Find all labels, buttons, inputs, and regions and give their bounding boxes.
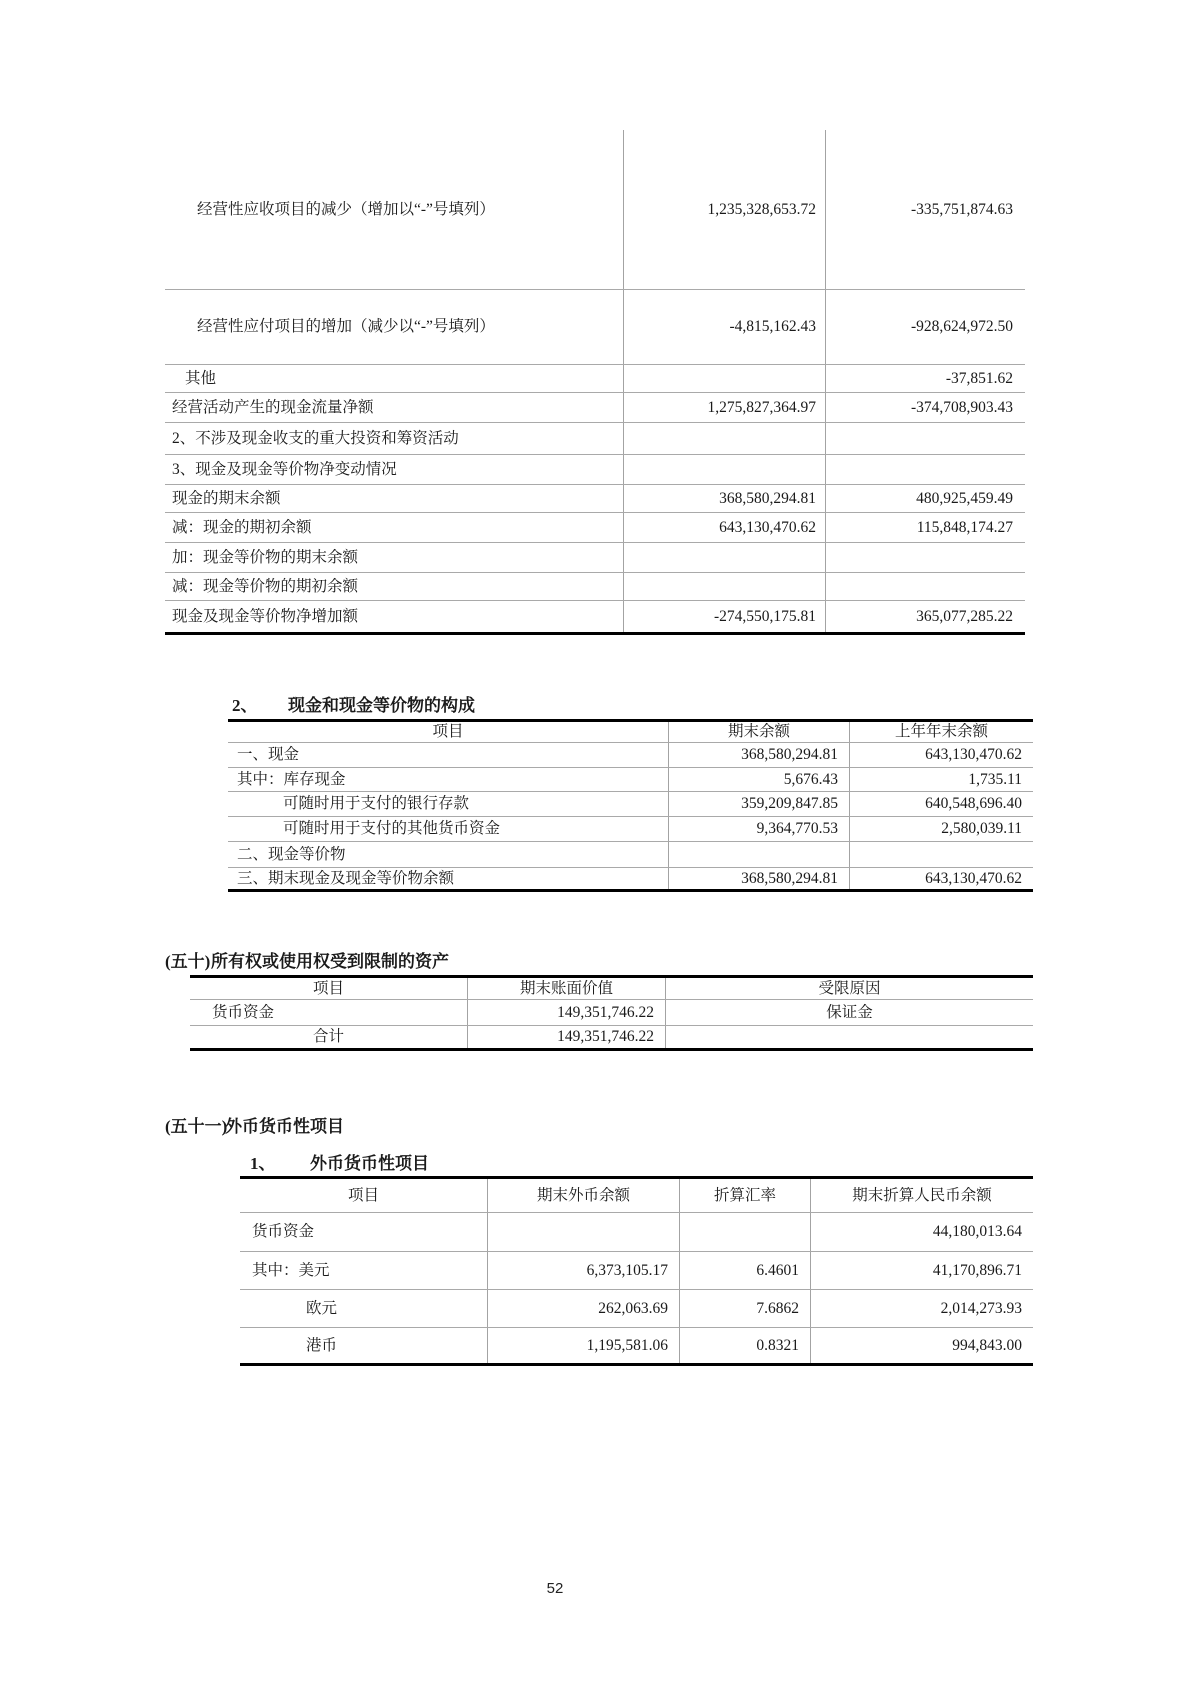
- prior-period-value: 365,077,285.22: [825, 601, 1025, 632]
- rmb-balance: 44,180,013.64: [810, 1213, 1033, 1251]
- prior-period-value: 480,925,459.49: [825, 485, 1025, 512]
- row-label: 经营性应收项目的减少（增加以“-”号填列）: [197, 200, 495, 218]
- rmb-balance: 2,014,273.93: [810, 1290, 1033, 1327]
- prior-value: 643,130,470.62: [849, 868, 1033, 889]
- table-row: [228, 768, 1033, 792]
- rmb-balance: 994,843.00: [810, 1328, 1033, 1363]
- row-label: 减：现金等价物的期初余额: [172, 577, 359, 595]
- prior-period-value: [825, 423, 1025, 454]
- table-header-row: [240, 1179, 1033, 1213]
- table-header-row: [228, 722, 1033, 743]
- table-row: [165, 601, 1025, 635]
- row-label: 经营活动产生的现金流量净额: [172, 398, 374, 416]
- page-number: 52: [546, 1580, 564, 1597]
- cash-flow-table: [165, 130, 1025, 635]
- row-label: 合计: [312, 1028, 344, 1046]
- row-label: 其他: [185, 369, 217, 387]
- row-label: 其中：美元: [252, 1261, 330, 1279]
- table-row: [165, 423, 1025, 455]
- current-value: 368,580,294.81: [668, 868, 849, 889]
- heading-number: (五十): [165, 952, 211, 971]
- table-row: [228, 792, 1033, 817]
- row-label: 现金的期末余额: [172, 489, 281, 507]
- book-value: 149,351,746.22: [467, 1000, 665, 1025]
- exchange-rate: 6.4601: [679, 1252, 810, 1289]
- row-label: 现金及现金等价物净增加额: [172, 607, 359, 625]
- column-header: 期末折算人民币余额: [810, 1179, 1033, 1212]
- heading-title: 所有权或使用权受到限制的资产: [211, 952, 449, 971]
- foreign-balance: [487, 1213, 679, 1251]
- current-period-value: -4,815,162.43: [623, 290, 825, 364]
- prior-value: 643,130,470.62: [849, 743, 1033, 767]
- row-label: 其中：库存现金: [237, 770, 346, 788]
- current-period-value: 1,235,328,653.72: [623, 130, 825, 289]
- table-row: [228, 817, 1033, 842]
- column-header: 上年年末余额: [849, 722, 1033, 742]
- table-row: [228, 743, 1033, 768]
- subsection-heading-foreign-currency: [250, 1149, 429, 1174]
- current-value: [668, 842, 849, 867]
- prior-value: 1,735.11: [849, 768, 1033, 791]
- restriction-reason: 保证金: [665, 1000, 1033, 1025]
- current-period-value: [623, 543, 825, 572]
- row-label: 三、期末现金及现金等价物余额: [237, 869, 455, 887]
- prior-period-value: 115,848,174.27: [825, 513, 1025, 542]
- row-label: 二、现金等价物: [237, 845, 346, 863]
- restriction-reason: [665, 1026, 1033, 1048]
- table-row: [240, 1213, 1033, 1252]
- row-label: 2、不涉及现金收支的重大投资和筹资活动: [172, 429, 459, 447]
- column-header: 期末账面价值: [467, 978, 665, 999]
- section-heading-cash-composition: [232, 691, 475, 716]
- table-row: [228, 842, 1033, 868]
- current-value: 368,580,294.81: [668, 743, 849, 767]
- table-row: [165, 485, 1025, 513]
- current-period-value: 368,580,294.81: [623, 485, 825, 512]
- exchange-rate: 7.6862: [679, 1290, 810, 1327]
- column-header: 项目: [432, 723, 464, 741]
- table-row: [165, 393, 1025, 423]
- row-label: 一、现金: [237, 746, 300, 764]
- heading-title: 外币货币性项目: [310, 1154, 429, 1173]
- table-row: [228, 868, 1033, 892]
- foreign-balance: 262,063.69: [487, 1290, 679, 1327]
- section-heading-restricted-assets: [165, 947, 449, 972]
- heading-number: (五十一): [165, 1117, 228, 1136]
- row-label: 3、现金及现金等价物净变动情况: [172, 460, 397, 478]
- current-period-value: [623, 573, 825, 600]
- foreign-balance: 1,195,581.06: [487, 1328, 679, 1363]
- column-header: 项目: [347, 1186, 379, 1204]
- row-label: 欧元: [306, 1299, 338, 1317]
- rmb-balance: 41,170,896.71: [810, 1252, 1033, 1289]
- exchange-rate: 0.8321: [679, 1328, 810, 1363]
- column-header: 期末外币余额: [487, 1179, 679, 1212]
- column-header: 项目: [312, 979, 344, 997]
- current-period-value: 1,275,827,364.97: [623, 393, 825, 422]
- current-value: 359,209,847.85: [668, 792, 849, 816]
- prior-period-value: [825, 455, 1025, 484]
- column-header: 期末余额: [668, 722, 849, 742]
- current-value: 5,676.43: [668, 768, 849, 791]
- row-label: 港币: [306, 1336, 338, 1354]
- current-period-value: [623, 423, 825, 454]
- row-label: 货币资金: [212, 1003, 275, 1021]
- heading-number: 2、: [232, 696, 258, 715]
- heading-title: 外币货币性项目: [225, 1117, 344, 1136]
- prior-value: 2,580,039.11: [849, 817, 1033, 841]
- current-period-value: [623, 455, 825, 484]
- table-row: [190, 1026, 1033, 1051]
- heading-number: 1、: [250, 1154, 276, 1173]
- prior-period-value: -928,624,972.50: [825, 290, 1025, 364]
- row-label: 减：现金的期初余额: [172, 518, 312, 536]
- table-row: [165, 130, 1025, 290]
- table-row: [240, 1290, 1033, 1328]
- table-row: [240, 1252, 1033, 1290]
- table-row: [165, 365, 1025, 393]
- table-row: [165, 543, 1025, 573]
- section-heading-foreign-currency: [165, 1112, 344, 1137]
- prior-value: [849, 842, 1033, 867]
- row-label: 加：现金等价物的期末余额: [172, 548, 359, 566]
- prior-period-value: -335,751,874.63: [825, 130, 1025, 289]
- current-period-value: 643,130,470.62: [623, 513, 825, 542]
- table-row: [165, 513, 1025, 543]
- table-row: [165, 455, 1025, 485]
- column-header: 折算汇率: [679, 1179, 810, 1212]
- table-row: [165, 290, 1025, 365]
- row-label: 经营性应付项目的增加（减少以“-”号填列）: [197, 318, 495, 336]
- prior-period-value: -374,708,903.43: [825, 393, 1025, 422]
- column-header: 受限原因: [665, 978, 1033, 999]
- prior-value: 640,548,696.40: [849, 792, 1033, 816]
- foreign-balance: 6,373,105.17: [487, 1252, 679, 1289]
- restricted-assets-table: [190, 975, 1033, 1051]
- table-header-row: [190, 978, 1033, 1000]
- row-label: 可随时用于支付的银行存款: [283, 795, 470, 813]
- row-label: 货币资金: [252, 1223, 315, 1241]
- heading-title: 现金和现金等价物的构成: [288, 696, 475, 715]
- current-value: 9,364,770.53: [668, 817, 849, 841]
- table-row: [165, 573, 1025, 601]
- table-row: [190, 1000, 1033, 1026]
- row-label: 可随时用于支付的其他货币资金: [283, 820, 501, 838]
- book-value: 149,351,746.22: [467, 1026, 665, 1048]
- prior-period-value: [825, 573, 1025, 600]
- prior-period-value: -37,851.62: [825, 365, 1025, 392]
- cash-composition-table: [228, 719, 1033, 892]
- table-row: [240, 1328, 1033, 1366]
- prior-period-value: [825, 543, 1025, 572]
- current-period-value: [623, 365, 825, 392]
- current-period-value: -274,550,175.81: [623, 601, 825, 632]
- foreign-currency-table: [240, 1176, 1033, 1366]
- exchange-rate: [679, 1213, 810, 1251]
